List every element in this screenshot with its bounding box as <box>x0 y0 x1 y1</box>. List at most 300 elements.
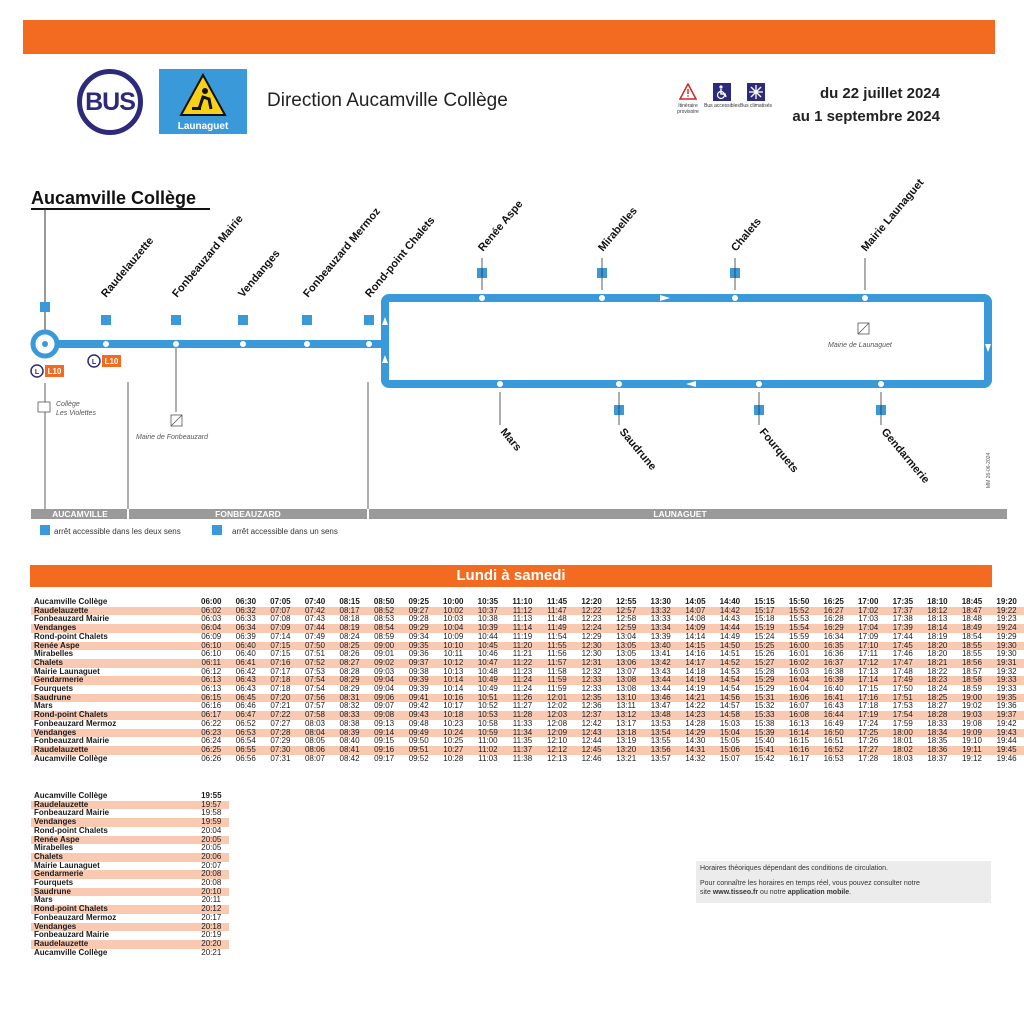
time-cell: 15:25 <box>747 642 782 651</box>
svg-text:Les Violettes: Les Violettes <box>56 410 96 417</box>
time-cell: 19:30 <box>996 649 1017 659</box>
time-cell: 12:32 <box>581 666 602 676</box>
stop-name-cell: Aucamville Collège <box>34 597 108 606</box>
time-cell: 08:07 <box>304 753 325 763</box>
note-line-1: Horaires théoriques dépendant des conditions de circulation. <box>700 865 888 872</box>
time-cell: 18:12 <box>920 607 955 616</box>
stop-label-chalets: Chalets <box>729 215 764 254</box>
time-cell: 11:23 <box>512 666 533 676</box>
time-cell: 06:52 <box>235 718 256 728</box>
time-cell: 09:25 <box>408 597 429 606</box>
route-loop <box>385 298 988 384</box>
legend-one-label: arrêt accessible dans un sens <box>232 527 338 536</box>
time-cell: 17:48 <box>892 666 913 676</box>
time-cell: 19:57 <box>194 801 229 810</box>
time-cell: 18:10 <box>927 597 948 606</box>
time-cell: 14:44 <box>713 624 748 633</box>
time-cell: 10:58 <box>477 718 498 728</box>
time-cell: 16:50 <box>816 729 851 738</box>
time-cell: 06:47 <box>229 711 264 720</box>
time-cell: 19:33 <box>996 684 1017 694</box>
time-cell: 16:29 <box>816 624 851 633</box>
time-cell: 10:49 <box>477 684 498 694</box>
time-cell: 17:25 <box>851 729 886 738</box>
time-cell: 07:40 <box>304 597 326 606</box>
time-cell: 06:43 <box>235 684 256 694</box>
time-cell: 10:46 <box>477 649 498 659</box>
time-cell: 08:26 <box>339 649 360 659</box>
time-cell: 12:35 <box>574 694 609 703</box>
time-cell: 12:10 <box>547 736 568 746</box>
time-cell: 15:24 <box>754 631 775 641</box>
time-cell: 12:03 <box>540 711 575 720</box>
time-cell: 15:33 <box>747 711 782 720</box>
time-cell: 10:13 <box>443 666 464 676</box>
time-cell: 11:10 <box>512 597 533 606</box>
wheelchair-icon <box>101 315 111 325</box>
time-cell: 06:34 <box>229 624 264 633</box>
stop-name-cell: Fourquets <box>34 878 74 888</box>
time-cell: 07:17 <box>270 666 291 676</box>
time-cell: 17:51 <box>886 694 921 703</box>
time-cell: 20:19 <box>201 930 222 940</box>
stop-name-cell: Gendarmerie <box>31 870 194 879</box>
time-cell: 09:37 <box>401 659 436 668</box>
time-cell: 14:19 <box>685 684 706 694</box>
time-cell: 17:09 <box>858 631 879 641</box>
stop-name-cell: Gendarmerie <box>31 676 194 685</box>
time-cell: 18:21 <box>920 659 955 668</box>
realtime-note <box>696 861 991 903</box>
time-cell: 09:04 <box>374 684 395 694</box>
time-cell: 10:10 <box>436 642 471 651</box>
stop-name-cell: Raudelauzette <box>31 607 194 616</box>
time-cell: 18:24 <box>927 684 948 694</box>
time-cell: 16:36 <box>823 649 844 659</box>
time-cell: 12:59 <box>609 624 644 633</box>
section-title: Lundi à samedi <box>30 565 992 587</box>
time-cell: 11:14 <box>505 624 540 633</box>
time-cell: 08:33 <box>332 711 367 720</box>
time-cell: 19:58 <box>201 808 222 818</box>
time-cell: 14:58 <box>713 711 748 720</box>
time-cell: 11:59 <box>540 676 575 685</box>
time-cell: 09:34 <box>408 631 429 641</box>
time-cell: 10:14 <box>436 676 471 685</box>
time-cell: 18:01 <box>892 736 913 746</box>
time-cell: 09:02 <box>367 659 402 668</box>
time-cell: 13:57 <box>650 753 671 763</box>
time-cell: 09:39 <box>401 676 436 685</box>
stop-name-cell: Mairie Launaguet <box>34 666 100 676</box>
time-cell: 08:18 <box>339 614 360 624</box>
time-cell: 07:18 <box>270 684 291 694</box>
bus-logo-text: BUS <box>85 87 135 116</box>
time-cell: 12:08 <box>547 718 568 728</box>
time-cell: 16:15 <box>789 736 810 746</box>
time-cell: 11:48 <box>547 614 567 624</box>
route-map <box>0 150 1024 540</box>
legend-one-icon <box>212 525 222 535</box>
time-cell: 09:48 <box>408 718 429 728</box>
time-cell: 14:56 <box>713 694 748 703</box>
stop-name-cell: Fonbeauzard Mairie <box>34 930 110 940</box>
time-cell: 07:16 <box>263 659 298 668</box>
time-cell: 07:21 <box>270 701 291 711</box>
time-cell: 19:35 <box>989 694 1024 703</box>
time-cell: 12:55 <box>615 597 637 606</box>
time-cell: 15:59 <box>789 631 810 641</box>
time-cell: 16:00 <box>782 642 817 651</box>
time-cell: 11:00 <box>478 736 498 746</box>
app-link[interactable]: application mobile <box>787 889 850 896</box>
time-cell: 11:22 <box>505 659 540 668</box>
time-cell: 17:53 <box>892 701 913 711</box>
time-cell: 10:14 <box>443 684 464 694</box>
time-cell: 19:43 <box>989 729 1024 738</box>
time-cell: 15:27 <box>747 659 782 668</box>
time-cell: 15:04 <box>713 729 748 738</box>
time-cell: 12:46 <box>581 753 602 763</box>
time-cell: 20:11 <box>201 895 222 905</box>
stop-name-cell: Rond-point Chalets <box>31 711 194 720</box>
time-cell: 19:32 <box>996 666 1017 676</box>
time-cell: 18:28 <box>920 711 955 720</box>
stop-name-cell: Aucamville Collège <box>34 947 108 957</box>
time-cell: 12:45 <box>574 746 609 755</box>
time-cell: 16:49 <box>823 718 844 728</box>
time-cell: 18:37 <box>927 753 948 763</box>
time-cell: 10:18 <box>436 711 471 720</box>
time-cell: 06:17 <box>194 711 229 720</box>
time-cell: 09:49 <box>401 729 436 738</box>
time-cell: 19:03 <box>955 711 990 720</box>
time-cell: 14:29 <box>678 729 713 738</box>
terminus-stop-center <box>42 341 48 347</box>
time-cell: 10:04 <box>436 624 471 633</box>
time-cell: 18:34 <box>920 729 955 738</box>
time-cell: 09:13 <box>374 718 395 728</box>
time-cell: 19:29 <box>996 631 1017 641</box>
time-cell: 17:24 <box>858 718 879 728</box>
stop-name-cell: Fonbeauzard Mermoz <box>34 718 117 728</box>
time-cell: 12:30 <box>581 649 602 659</box>
time-cell: 13:11 <box>616 701 636 711</box>
time-cell: 15:38 <box>754 718 775 728</box>
svg-text:L: L <box>91 359 97 366</box>
time-cell: 12:36 <box>581 701 602 711</box>
time-cell: 06:42 <box>235 666 256 676</box>
stop-name-cell: Renée Aspe <box>31 836 194 845</box>
time-cell: 06:32 <box>229 607 264 616</box>
zone-fonbeauzard: FONBEAUZARD <box>215 509 281 519</box>
stop-label-fonbeauzard-mairie: Fonbeauzard Mairie <box>170 213 246 300</box>
stop-name-cell: Aucamville Collège <box>34 753 108 763</box>
time-cell: 13:30 <box>650 597 671 606</box>
time-cell: 12:43 <box>574 729 609 738</box>
time-cell: 07:50 <box>298 642 333 651</box>
time-cell: 07:15 <box>270 649 291 659</box>
poi-college <box>38 401 96 417</box>
validity-dates <box>760 82 940 128</box>
line-badge-raudelauzette <box>88 355 121 367</box>
time-cell: 16:35 <box>816 642 851 651</box>
time-cell: 14:09 <box>678 624 713 633</box>
time-cell: 10:39 <box>471 624 506 633</box>
time-cell: 17:44 <box>892 631 913 641</box>
school-icon <box>38 402 50 412</box>
wheelchair-icon <box>302 315 312 325</box>
time-cell: 17:49 <box>886 676 921 685</box>
time-cell: 09:03 <box>374 666 395 676</box>
time-cell: 13:46 <box>643 694 678 703</box>
time-cell: 18:20 <box>927 649 948 659</box>
time-cell: 17:37 <box>886 607 921 616</box>
time-cell: 14:19 <box>678 676 713 685</box>
time-cell: 11:24 <box>505 676 540 685</box>
time-cell: 15:31 <box>747 694 782 703</box>
time-cell: 11:56 <box>547 649 567 659</box>
time-cell: 15:42 <box>754 753 775 763</box>
time-cell: 14:54 <box>713 676 748 685</box>
time-cell: 11:57 <box>540 659 575 668</box>
table-row <box>31 949 229 958</box>
time-cell: 14:22 <box>685 701 706 711</box>
time-cell: 15:29 <box>754 684 775 694</box>
time-cell: 08:53 <box>374 614 395 624</box>
time-cell: 10:12 <box>436 659 471 668</box>
roadworks-icon <box>159 69 247 121</box>
time-cell: 09:08 <box>367 711 402 720</box>
time-cell: 20:12 <box>194 905 229 914</box>
stop-name-cell: Mirabelles <box>34 649 74 659</box>
time-cell: 06:03 <box>201 614 222 624</box>
terminus-title: Aucamville Collège <box>31 188 197 208</box>
time-cell: 09:14 <box>367 729 402 738</box>
time-cell: 17:11 <box>858 649 878 659</box>
time-cell: 16:06 <box>782 694 817 703</box>
timetable-extra <box>31 792 229 957</box>
time-cell: 09:28 <box>408 614 429 624</box>
time-cell: 17:45 <box>886 642 921 651</box>
time-cell: 18:55 <box>961 649 982 659</box>
time-cell: 18:00 <box>886 729 921 738</box>
time-cell: 10:51 <box>471 694 506 703</box>
time-cell: 12:44 <box>581 736 602 746</box>
time-cell: 10:35 <box>477 597 499 606</box>
time-cell: 16:53 <box>823 753 844 763</box>
time-cell: 11:03 <box>478 753 498 763</box>
time-cell: 08:41 <box>332 746 367 755</box>
time-cell: 19:36 <box>996 701 1017 711</box>
time-cell: 10:59 <box>471 729 506 738</box>
time-cell: 11:49 <box>540 624 575 633</box>
time-cell: 16:34 <box>823 631 844 641</box>
time-cell: 19:09 <box>955 729 990 738</box>
time-cell: 13:56 <box>643 746 678 755</box>
time-cell: 18:35 <box>927 736 948 746</box>
time-cell: 07:27 <box>270 718 291 728</box>
time-cell: 19:37 <box>989 711 1024 720</box>
time-cell: 07:57 <box>304 701 325 711</box>
time-cell: 16:44 <box>816 711 851 720</box>
time-cell: 17:50 <box>892 684 913 694</box>
time-cell: 18:14 <box>920 624 955 633</box>
time-cell: 06:53 <box>229 729 264 738</box>
time-cell: 16:51 <box>823 736 844 746</box>
stop-name-cell: Mars <box>34 895 53 905</box>
time-cell: 11:26 <box>505 694 540 703</box>
time-cell: 19:45 <box>989 746 1024 755</box>
time-cell: 11:54 <box>547 631 567 641</box>
time-cell: 11:27 <box>512 701 533 711</box>
time-cell: 19:42 <box>996 718 1017 728</box>
time-cell: 19:31 <box>989 659 1024 668</box>
time-cell: 17:03 <box>858 614 879 624</box>
time-cell: 09:43 <box>401 711 436 720</box>
legend-provisional-label: Itinéraire provisoire <box>677 103 699 115</box>
stop-name-cell: Fonbeauzard Mairie <box>34 614 110 624</box>
time-cell: 18:47 <box>955 607 990 616</box>
time-cell: 17:19 <box>851 711 886 720</box>
time-cell: 10:47 <box>471 659 506 668</box>
time-cell: 07:52 <box>298 659 333 668</box>
time-cell: 17:46 <box>892 649 913 659</box>
time-cell: 12:22 <box>574 607 609 616</box>
time-cell: 10:44 <box>477 631 498 641</box>
time-cell: 09:52 <box>408 753 429 763</box>
time-cell: 17:27 <box>851 746 886 755</box>
time-cell: 19:20 <box>996 597 1017 606</box>
time-cell: 08:15 <box>339 597 360 606</box>
time-cell: 06:40 <box>229 642 264 651</box>
legend-both-label: arrêt accessible dans les deux sens <box>54 527 181 536</box>
time-cell: 13:55 <box>650 736 671 746</box>
time-cell: 15:29 <box>747 676 782 685</box>
time-cell: 13:19 <box>616 736 637 746</box>
time-cell: 06:56 <box>235 753 256 763</box>
time-cell: 17:16 <box>851 694 886 703</box>
time-cell: 11:24 <box>512 684 533 694</box>
time-cell: 12:30 <box>574 642 609 651</box>
time-cell: 11:47 <box>540 607 575 616</box>
time-cell: 08:29 <box>332 676 367 685</box>
time-cell: 13:07 <box>616 666 637 676</box>
stop-name-cell: Aucamville Collège <box>34 791 108 800</box>
time-cell: 14:16 <box>685 649 706 659</box>
time-cell: 10:17 <box>443 701 464 711</box>
tisseo-link[interactable]: www.tisseo.fr <box>712 889 759 896</box>
note-site-prefix: site <box>700 889 713 896</box>
time-cell: 14:17 <box>678 659 713 668</box>
time-cell: 20:10 <box>194 888 229 897</box>
time-cell: 09:27 <box>401 607 436 616</box>
time-cell: 14:57 <box>719 701 740 711</box>
time-cell: 08:28 <box>339 666 360 676</box>
time-cell: 06:02 <box>194 607 229 616</box>
poi-mairie-launaguet <box>828 323 893 349</box>
time-cell: 20:20 <box>194 940 229 949</box>
time-cell: 14:51 <box>719 649 740 659</box>
time-cell: 11:20 <box>505 642 540 651</box>
time-cell: 15:50 <box>788 597 810 606</box>
time-cell: 16:13 <box>789 718 810 728</box>
poi-mairie-launaguet-label: Mairie de Launaguet <box>828 342 892 349</box>
time-cell: 16:52 <box>816 746 851 755</box>
time-cell: 10:53 <box>471 711 506 720</box>
time-cell: 15:18 <box>754 614 775 624</box>
time-cell: 10:45 <box>471 642 506 651</box>
time-cell: 15:03 <box>719 718 740 728</box>
time-cell: 16:43 <box>823 701 844 711</box>
time-cell: 18:49 <box>955 624 990 633</box>
time-cell: 10:48 <box>477 666 498 676</box>
time-cell: 11:19 <box>512 631 533 641</box>
time-cell: 07:54 <box>304 684 325 694</box>
time-cell: 16:38 <box>823 666 844 676</box>
time-cell: 16:04 <box>789 684 810 694</box>
stop-name-cell: Vendanges <box>31 923 194 932</box>
time-cell: 12:31 <box>574 659 609 668</box>
time-cell: 09:00 <box>367 642 402 651</box>
time-cell: 14:49 <box>719 631 740 641</box>
time-cell: 17:15 <box>858 684 879 694</box>
time-cell: 15:52 <box>782 607 817 616</box>
time-cell: 07:09 <box>263 624 298 633</box>
line-badge-terminus <box>31 365 64 377</box>
stop-name-cell: Renée Aspe <box>31 642 194 651</box>
stop-label-mars: Mars <box>497 426 524 454</box>
time-cell: 06:16 <box>201 701 222 711</box>
time-cell: 06:40 <box>235 649 256 659</box>
time-cell: 06:10 <box>201 649 222 659</box>
time-cell: 17:10 <box>851 642 886 651</box>
time-cell: 09:35 <box>401 642 436 651</box>
time-cell: 13:40 <box>643 642 678 651</box>
stop-label-gendarmerie: Gendarmerie <box>878 426 932 486</box>
time-cell: 07:29 <box>270 736 291 746</box>
time-cell: 14:43 <box>719 614 740 624</box>
time-cell: 20:04 <box>201 825 222 835</box>
time-cell: 15:53 <box>789 614 810 624</box>
zone-bar <box>31 509 1007 519</box>
stop-name-cell: Vendanges <box>31 729 194 738</box>
time-cell: 13:34 <box>643 624 678 633</box>
stop-label-vendanges: Vendanges <box>236 247 283 300</box>
time-cell: 17:38 <box>892 614 913 624</box>
time-cell: 18:33 <box>927 718 948 728</box>
time-cell: 16:01 <box>789 649 810 659</box>
time-cell: 18:54 <box>961 631 982 641</box>
note-mid: ou notre <box>758 889 788 896</box>
time-cell: 15:15 <box>754 597 775 606</box>
bus-logo <box>77 69 143 135</box>
time-cell: 08:17 <box>332 607 367 616</box>
time-cell: 19:30 <box>989 642 1024 651</box>
time-cell: 08:50 <box>373 597 395 606</box>
time-cell: 10:38 <box>477 614 498 624</box>
time-cell: 09:04 <box>367 676 402 685</box>
time-cell: 07:22 <box>263 711 298 720</box>
time-cell: 09:41 <box>401 694 436 703</box>
time-cell: 10:28 <box>443 753 464 763</box>
time-cell: 14:05 <box>685 597 706 606</box>
time-cell: 11:37 <box>505 746 540 755</box>
time-cell: 09:36 <box>408 649 429 659</box>
time-cell: 11:59 <box>547 684 567 694</box>
legend-both-icon <box>40 525 50 535</box>
stop-name-cell: Saudrune <box>31 694 194 703</box>
